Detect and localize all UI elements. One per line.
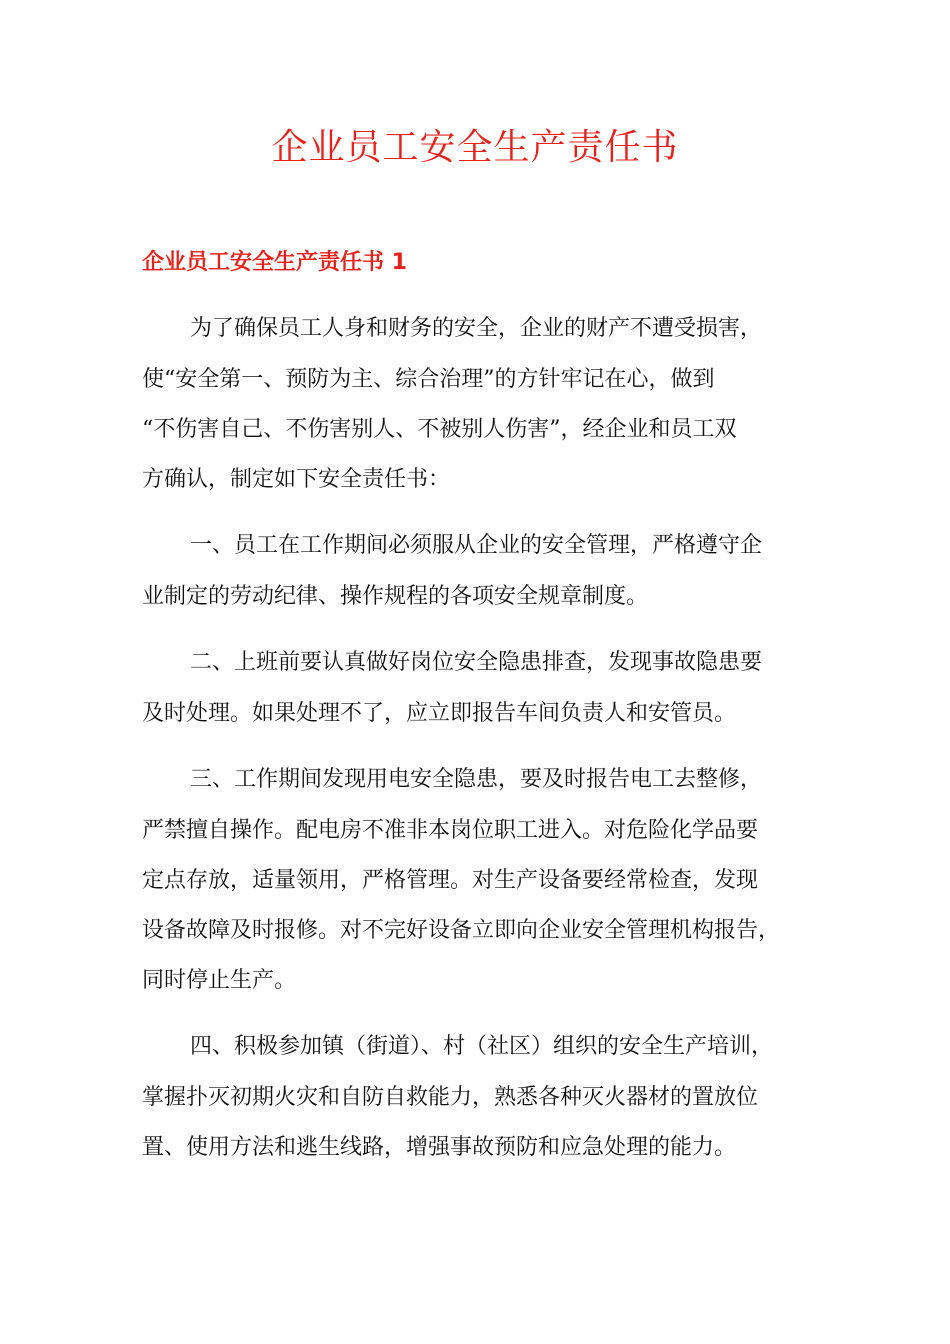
clause-4-line: 掌握扑灭初期火灾和自防自救能力，熟悉各种灭火器材的置放位: [142, 1085, 759, 1110]
clause-2-line: 二、上班前要认真做好岗位安全隐患排查，发现事故隐患要: [190, 650, 763, 675]
document-title: 企业员工安全生产责任书: [271, 127, 679, 168]
clause-3-line: 定点存放，适量领用，严格管理。对生产设备要经常检查，发现: [142, 868, 759, 893]
paragraph-intro-line: “不伤害自己、不伤害别人、不被别人伤害”，经企业和员工双: [142, 417, 737, 442]
clause-4-line: 置、使用方法和逃生线路，增强事故预防和应急处理的能力。: [142, 1135, 737, 1160]
paragraph-intro-line: 为了确保员工人身和财务的安全，企业的财产不遭受损害，: [190, 316, 763, 341]
section-heading: 企业员工安全生产责任书 1: [142, 250, 407, 275]
clause-1-line: 业制定的劳动纪律、操作规程的各项安全规章制度。: [142, 584, 649, 609]
clause-3-line: 三、工作期间发现用电安全隐患，要及时报告电工去整修，: [190, 767, 763, 792]
paragraph-intro-line: 使“安全第一、预防为主、综合治理”的方针牢记在心，做到: [142, 367, 715, 392]
paragraph-intro-line: 方确认，制定如下安全责任书：: [142, 467, 451, 492]
clause-3-line: 同时停止生产。: [142, 968, 297, 993]
clause-1-line: 一、员工在工作期间必须服从企业的安全管理，严格遵守企: [190, 533, 763, 558]
clause-3-line: 设备故障及时报修。对不完好设备立即向企业安全管理机构报告，: [142, 918, 781, 943]
clause-3-line: 严禁擅自操作。配电房不准非本岗位职工进入。对危险化学品要: [142, 818, 759, 843]
clause-2-line: 及时处理。如果处理不了，应立即报告车间负责人和安管员。: [142, 701, 737, 726]
clause-4-line: 四、积极参加镇（街道）、村（社区）组织的安全生产培训，: [190, 1034, 774, 1059]
